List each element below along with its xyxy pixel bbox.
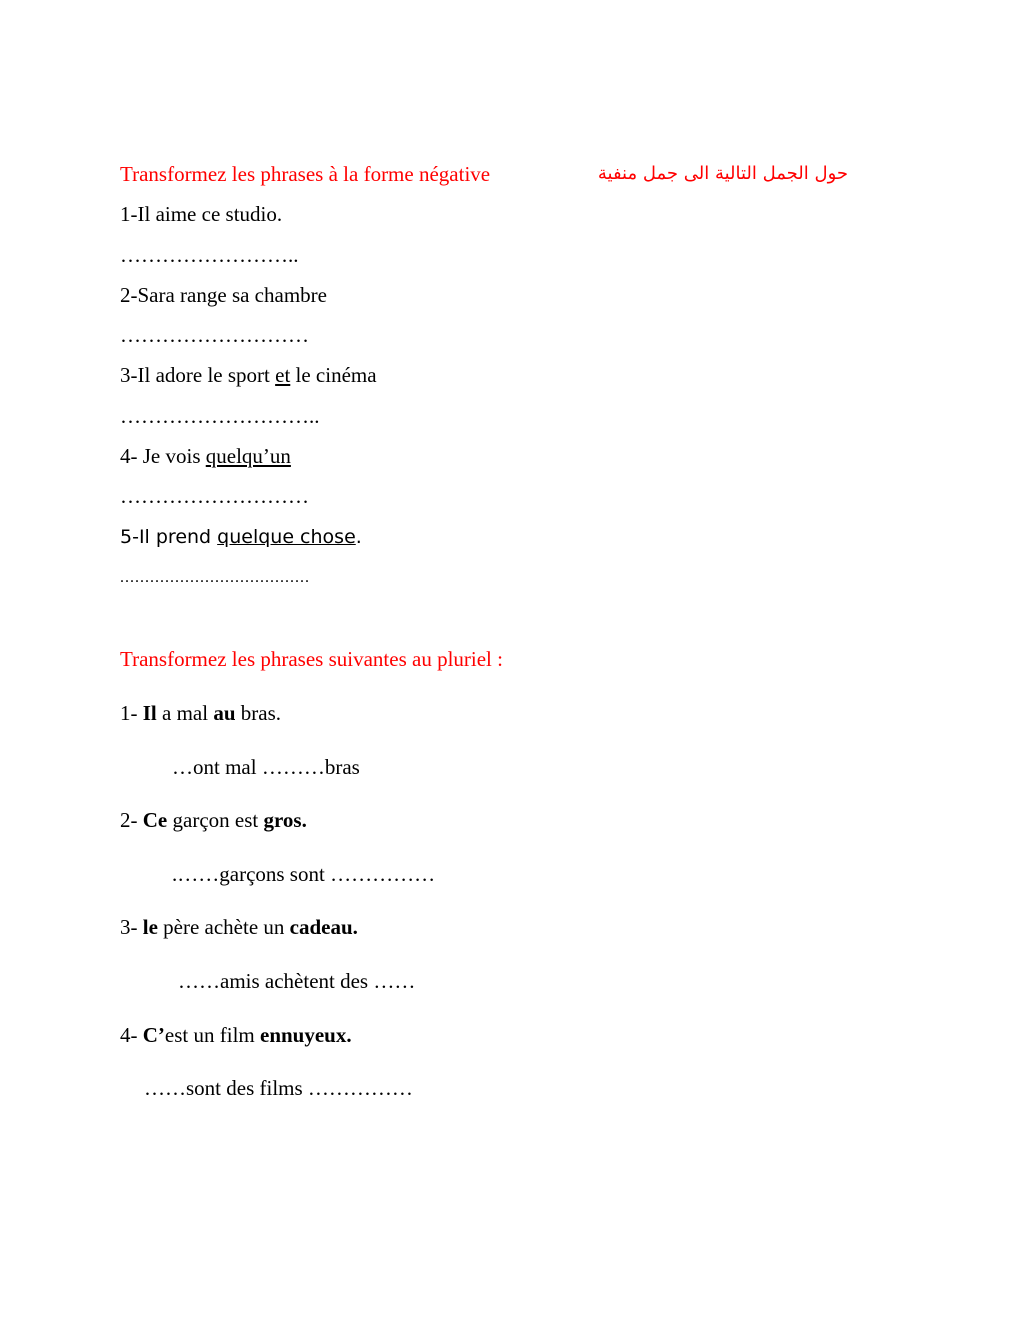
exercise1-answer2: ……………………… bbox=[120, 323, 309, 347]
exercise1-answer1: …………………….. bbox=[120, 243, 299, 267]
exercise1-answer4: ……………………… bbox=[120, 484, 309, 508]
plain-text: bras. bbox=[235, 701, 282, 725]
item-number: 2- bbox=[120, 808, 143, 832]
exercise2-answer1: …ont mal ………bras bbox=[172, 755, 360, 779]
bold-word: le bbox=[142, 915, 158, 939]
item4-prefix: 4- Je vois bbox=[120, 444, 206, 468]
item3-underlined: et bbox=[275, 363, 291, 387]
exercise1-item3 bbox=[120, 362, 377, 388]
exercise2-answer3: ……amis achètent des …… bbox=[178, 969, 416, 993]
item3-suffix: le cinéma bbox=[290, 363, 377, 387]
plain-text: garçon est bbox=[167, 808, 264, 832]
exercise1-item1: 1-Il aime ce studio. bbox=[120, 202, 283, 226]
item4-underlined: quelqu’un bbox=[205, 444, 291, 468]
plain-text: père achète un bbox=[157, 915, 290, 939]
bold-word: ennuyeux. bbox=[260, 1023, 352, 1047]
bold-word: Il bbox=[142, 701, 157, 725]
plain-text: est un film bbox=[164, 1023, 260, 1047]
exercise2-item4 bbox=[120, 1022, 352, 1048]
section1-heading-fr: Transformez les phrases à la forme négative bbox=[120, 162, 491, 186]
exercise2-item3 bbox=[120, 914, 358, 940]
item-number: 1- bbox=[120, 701, 143, 725]
exercise1-item2: 2-Sara range sa chambre bbox=[120, 283, 327, 307]
exercise1-answer5: ...................................... bbox=[120, 569, 310, 586]
bold-word: Ce bbox=[142, 808, 168, 832]
bold-word: C’ bbox=[142, 1023, 165, 1047]
exercise1-item4 bbox=[120, 443, 291, 469]
plain-text: a mal bbox=[156, 701, 214, 725]
exercise2-answer4: ……sont des films …………… bbox=[144, 1076, 413, 1100]
item5-underlined: quelque chose bbox=[217, 526, 356, 548]
item5-prefix: 5-Il prend bbox=[120, 526, 218, 548]
item-number: 3- bbox=[120, 915, 143, 939]
exercise1-item5 bbox=[120, 524, 362, 550]
item-number: 4- bbox=[120, 1023, 143, 1047]
bold-word: gros. bbox=[263, 808, 307, 832]
exercise1-answer3: ……………………….. bbox=[120, 404, 320, 428]
section2-heading: Transformez les phrases suivantes au pluriel : bbox=[120, 647, 503, 671]
exercise2-item2 bbox=[120, 807, 307, 833]
exercise2-answer2: .……garçons sont …………… bbox=[172, 862, 436, 886]
section1-heading-ar: حول الجمل التالية الى جمل منفية bbox=[597, 163, 848, 184]
bold-word: au bbox=[213, 701, 236, 725]
item3-prefix: 3-Il adore le sport bbox=[120, 363, 276, 387]
bold-word: cadeau. bbox=[289, 915, 358, 939]
exercise2-item1 bbox=[120, 700, 281, 726]
item5-suffix: . bbox=[355, 526, 362, 548]
